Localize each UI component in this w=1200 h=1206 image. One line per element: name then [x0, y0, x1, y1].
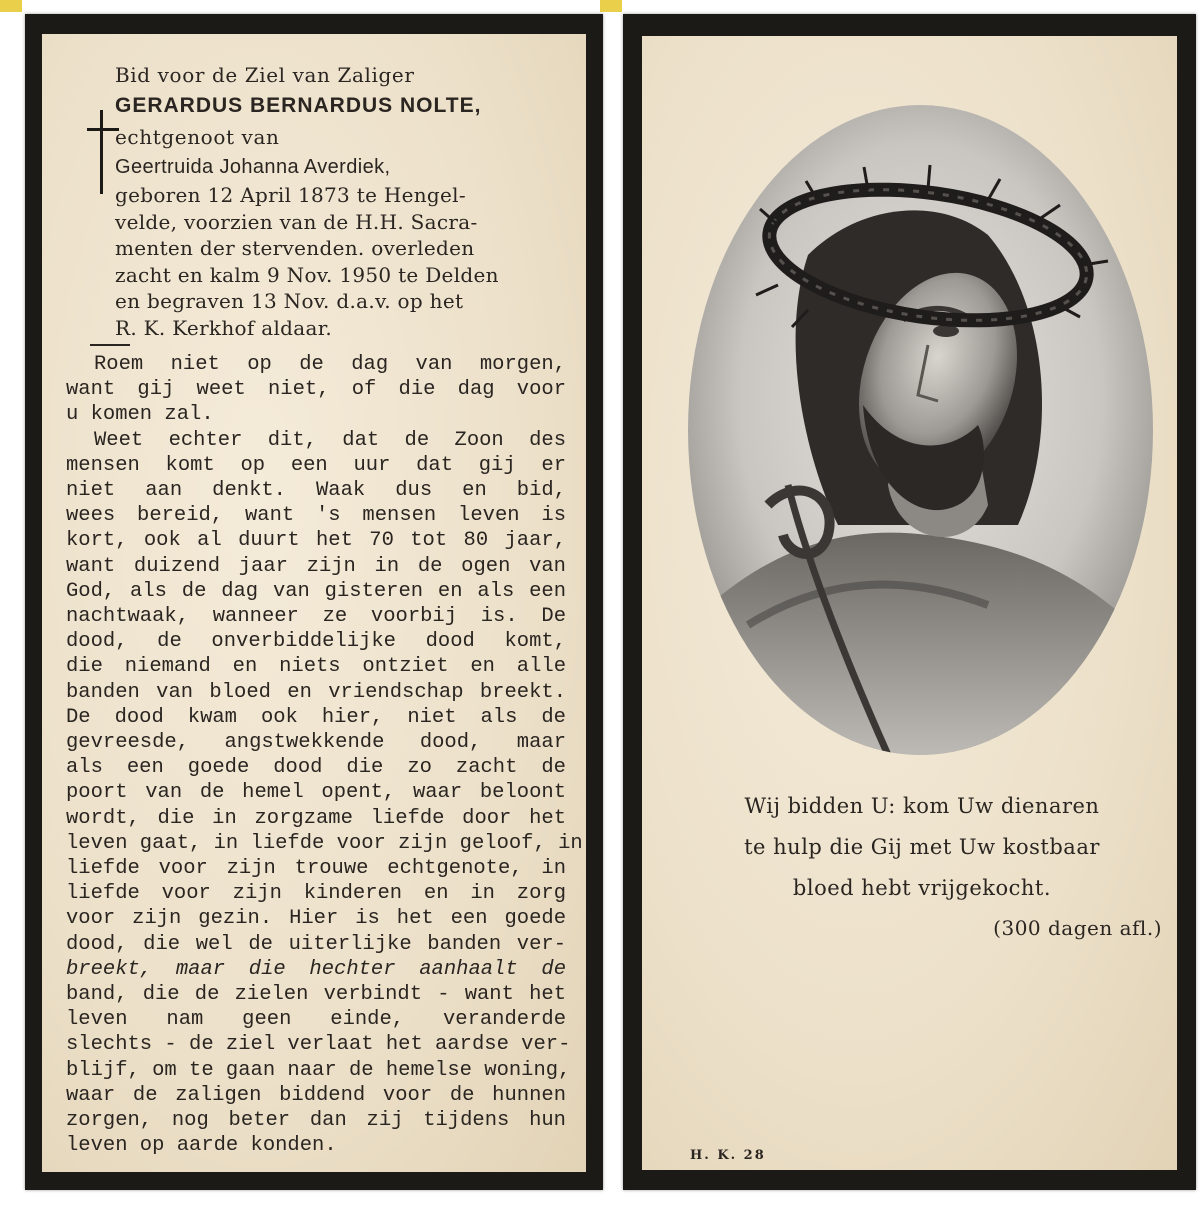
- body-line: breekt, maar die hechter aanhaalt de: [66, 957, 566, 981]
- body-line: kort, ook al duurt het 70 tot 80 jaar,: [66, 529, 566, 553]
- meditation-text: [66, 352, 583, 1159]
- bio-line: velde, voorzien van de H.H. Sacra-: [115, 209, 478, 234]
- prayer-text: [682, 786, 1162, 909]
- intro-line: Bid voor de Ziel van Zaliger: [115, 63, 415, 87]
- indulgence-note: (300 dagen afl.): [993, 916, 1162, 940]
- body-line: dood, de onverbiddelijke dood komt,: [66, 630, 566, 654]
- body-line: liefde voor zijn kinderen en in zorg: [66, 882, 566, 906]
- body-line: blijf, om te gaan naar de hemelse woning,: [66, 1058, 571, 1082]
- divider: [90, 344, 130, 346]
- prayer-line: bloed hebt vrijgekocht.: [792, 876, 1052, 900]
- body-line: wees bereid, want 's mensen leven is: [66, 504, 566, 528]
- body-line: niet aan denkt. Waak dus en bid,: [66, 479, 566, 503]
- prayer-line: Wij bidden U: kom Uw dienaren: [744, 794, 1100, 818]
- scan-edge-middle: [600, 0, 622, 12]
- body-line: God, als de dag van gisteren en als een: [66, 579, 566, 603]
- christ-portrait-image: [688, 105, 1153, 755]
- bio-line: geboren 12 April 1873 te Hengel-: [115, 183, 466, 207]
- bio-line: en begraven 13 Nov. d.a.v. op het: [115, 289, 464, 313]
- bio-line: R. K. Kerkhof aldaar.: [115, 315, 333, 340]
- body-line: leven nam geen einde, veranderde: [66, 1008, 566, 1032]
- spouse-name: Geertruida Johanna Averdiek,: [115, 156, 391, 178]
- body-line: De dood kwam ook hier, niet als de: [66, 705, 566, 729]
- card-paper: [42, 34, 586, 1172]
- body-line: slechts - de ziel verlaat het aardse ver-: [66, 1033, 571, 1057]
- body-line: u komen zal.: [66, 403, 214, 427]
- card-paper: [642, 36, 1177, 1170]
- body-line: leven gaat, in liefde voor zijn geloof, in: [66, 831, 583, 855]
- memorial-card-text-side: [25, 14, 603, 1190]
- printer-code: H. K. 28: [690, 1148, 766, 1163]
- body-line: gevreesde, angstwekkende dood, maar: [66, 731, 566, 755]
- body-line: leven op aarde konden.: [66, 1134, 337, 1158]
- biography: [115, 182, 575, 341]
- body-line: die niemand en niets ontziet en alle: [66, 655, 566, 679]
- body-line: liefde voor zijn trouwe echtgenote, in: [66, 857, 566, 881]
- body-line: voor zijn gezin. Hier is het een goede: [66, 907, 566, 931]
- body-line: mensen komt op een uur dat gij er: [66, 453, 566, 477]
- body-line: wordt, die in zorgzame liefde door het: [66, 806, 566, 830]
- body-line: want gij weet niet, of die dag voor: [66, 378, 566, 402]
- body-line: waar de zaligen biddend voor de hunnen: [66, 1083, 566, 1107]
- body-line: Roem niet op de dag van morgen,: [94, 353, 566, 376]
- body-line: Weet echter dit, dat de Zoon des: [94, 428, 566, 452]
- body-line: als een goede dood die zo zacht de: [66, 756, 566, 780]
- deceased-name: GERARDUS BERNARDUS NOLTE,: [115, 94, 482, 117]
- deceased-header: [115, 60, 575, 341]
- bio-line: zacht en kalm 9 Nov. 1950 te Delden: [115, 262, 499, 287]
- body-line: zorgen, nog beter dan zij tijdens hun: [66, 1109, 566, 1133]
- scan-edge-left: [0, 0, 22, 12]
- body-line: banden van bloed en vriendschap breekt.: [66, 680, 566, 704]
- body-line: poort van de hemel opent, waar beloont: [66, 781, 566, 805]
- memorial-card-image-side: [623, 14, 1196, 1190]
- body-line: nachtwaak, wanneer ze voorbij is. De: [66, 605, 566, 629]
- body-line: dood, die wel de uiterlijke banden ver-: [66, 932, 566, 956]
- body-line: band, die de zielen verbindt - want het: [66, 983, 566, 1007]
- bio-line: menten der stervenden. overleden: [115, 236, 475, 260]
- body-line: want duizend jaar zijn in de ogen van: [66, 554, 566, 578]
- relation-line: echtgenoot van: [115, 125, 280, 149]
- prayer-line: te hulp die Gij met Uw kostbaar: [744, 835, 1100, 859]
